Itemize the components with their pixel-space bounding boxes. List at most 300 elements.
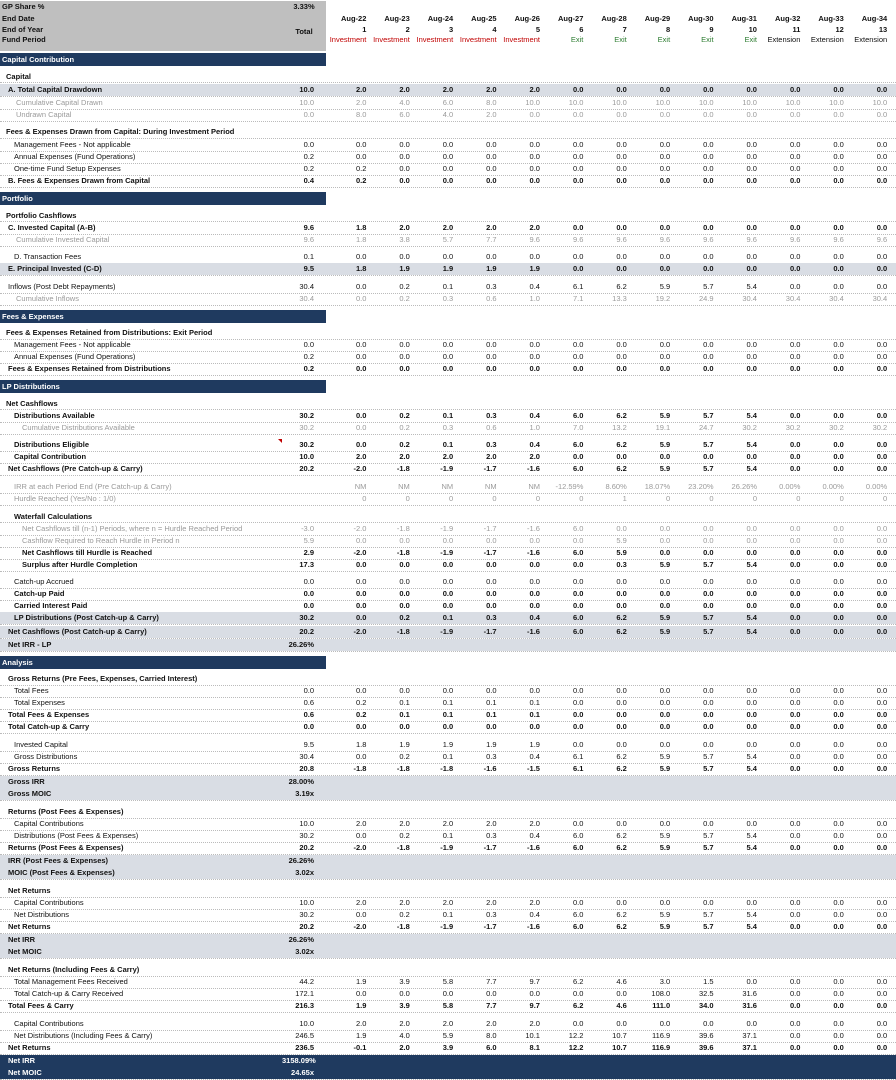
- row-total[interactable]: 0.0: [303, 722, 314, 731]
- table-row[interactable]: [0, 721, 896, 734]
- value-cell[interactable]: 0.0: [876, 910, 888, 919]
- value-cell[interactable]: 0.0: [746, 364, 757, 373]
- value-cell[interactable]: 1.9: [529, 740, 540, 749]
- value-cell[interactable]: 39.6: [698, 1043, 714, 1052]
- value-cell[interactable]: -12.59%: [555, 482, 584, 491]
- value-cell[interactable]: -1.8: [396, 922, 410, 931]
- value-cell[interactable]: 5.4: [746, 910, 757, 919]
- value-cell[interactable]: 0.0: [876, 560, 888, 569]
- value-cell[interactable]: 0.0: [833, 440, 844, 449]
- value-cell[interactable]: 0.4: [529, 910, 540, 919]
- value-cell[interactable]: 0.0: [572, 601, 584, 610]
- value-cell[interactable]: 6.0: [572, 843, 584, 852]
- value-cell[interactable]: 18.07%: [644, 482, 671, 491]
- value-cell[interactable]: 24.9: [698, 294, 714, 303]
- value-cell[interactable]: 2.0: [486, 85, 497, 94]
- value-cell[interactable]: 0.0: [876, 536, 888, 545]
- value-cell[interactable]: 0.0: [833, 110, 844, 119]
- value-cell[interactable]: 0.0: [746, 176, 757, 185]
- value-cell[interactable]: 0: [839, 494, 844, 503]
- value-cell[interactable]: 0.2: [399, 752, 410, 761]
- row-total[interactable]: 28.00%: [282, 776, 326, 788]
- value-cell[interactable]: 0.0: [746, 589, 757, 598]
- value-cell[interactable]: 0.0: [355, 252, 367, 261]
- table-row[interactable]: [0, 263, 896, 276]
- value-cell[interactable]: 0.0: [876, 764, 888, 773]
- row-total[interactable]: 172.1: [295, 989, 314, 998]
- value-cell[interactable]: 0.1: [442, 910, 454, 919]
- value-cell[interactable]: 0.0: [833, 989, 844, 998]
- value-cell[interactable]: 2.0: [442, 819, 454, 828]
- value-cell[interactable]: 0.2: [355, 698, 367, 707]
- value-cell[interactable]: 0.0: [616, 352, 627, 361]
- value-cell[interactable]: 6.0: [572, 411, 584, 420]
- row-total[interactable]: -3.0: [301, 524, 314, 533]
- value-cell[interactable]: 0.0: [789, 85, 801, 94]
- value-cell[interactable]: 5.7: [703, 831, 714, 840]
- value-cell[interactable]: 7.7: [486, 1001, 497, 1010]
- value-cell[interactable]: 9.6: [789, 235, 801, 244]
- value-cell[interactable]: 0.0: [703, 686, 714, 695]
- value-cell[interactable]: 0.0: [833, 686, 844, 695]
- value-cell[interactable]: 4.0: [399, 98, 410, 107]
- value-cell[interactable]: 0.0: [529, 176, 540, 185]
- value-cell[interactable]: 0.0: [789, 252, 801, 261]
- value-cell[interactable]: 2.0: [529, 452, 540, 461]
- value-cell[interactable]: -1.8: [396, 464, 410, 473]
- value-cell[interactable]: 0.0: [616, 85, 627, 94]
- value-cell[interactable]: 0.0: [572, 252, 584, 261]
- value-cell[interactable]: 0.2: [399, 411, 410, 420]
- value-cell[interactable]: 10.1: [525, 1031, 540, 1040]
- value-cell[interactable]: 0.0: [442, 601, 454, 610]
- value-cell[interactable]: 3.8: [399, 235, 410, 244]
- value-cell[interactable]: 10.0: [655, 98, 671, 107]
- value-cell[interactable]: 0.0: [833, 1043, 844, 1052]
- row-total[interactable]: 10.0: [299, 898, 314, 907]
- value-cell[interactable]: 0.2: [355, 176, 367, 185]
- value-cell[interactable]: 1.9: [399, 740, 410, 749]
- value-cell[interactable]: -1.5: [527, 764, 540, 773]
- value-cell[interactable]: 0.0: [833, 1019, 844, 1028]
- value-cell[interactable]: -2.0: [353, 627, 367, 636]
- value-cell[interactable]: 0.0: [616, 819, 627, 828]
- value-cell[interactable]: 4.0: [442, 110, 454, 119]
- value-cell[interactable]: 0.0: [486, 364, 497, 373]
- row-total[interactable]: 9.6: [303, 235, 314, 244]
- value-cell[interactable]: 0.0: [789, 164, 801, 173]
- value-cell[interactable]: 0.0: [399, 164, 410, 173]
- value-cell[interactable]: 0.0: [746, 223, 757, 232]
- value-cell[interactable]: 19.1: [655, 423, 671, 432]
- value-cell[interactable]: 2.0: [355, 819, 367, 828]
- value-cell[interactable]: 6.1: [572, 752, 584, 761]
- value-cell[interactable]: 0: [796, 494, 801, 503]
- value-cell[interactable]: 10.0: [698, 98, 714, 107]
- value-cell[interactable]: 0.0: [833, 282, 844, 291]
- value-cell[interactable]: 2.0: [399, 85, 410, 94]
- value-cell[interactable]: 5.4: [746, 843, 757, 852]
- value-cell[interactable]: 6.2: [616, 411, 627, 420]
- value-cell[interactable]: 0.0: [833, 613, 844, 622]
- value-cell[interactable]: 9.6: [833, 235, 844, 244]
- value-cell[interactable]: 0.0: [876, 601, 888, 610]
- value-cell[interactable]: -1.7: [483, 524, 497, 533]
- value-cell[interactable]: 0.0: [659, 722, 671, 731]
- value-cell[interactable]: 10.0: [829, 98, 844, 107]
- value-cell[interactable]: 0.0: [399, 989, 410, 998]
- row-total[interactable]: 3.19x: [282, 788, 326, 800]
- value-cell[interactable]: 7.7: [486, 977, 497, 986]
- value-cell[interactable]: 0.0: [789, 340, 801, 349]
- gp-share-value[interactable]: 3.33%: [282, 1, 326, 12]
- value-cell[interactable]: 0.0: [399, 686, 410, 695]
- value-cell[interactable]: 0.0: [703, 252, 714, 261]
- value-cell[interactable]: 0.2: [399, 831, 410, 840]
- table-row[interactable]: [0, 463, 896, 476]
- value-cell[interactable]: 2.0: [486, 898, 497, 907]
- value-cell[interactable]: 0.2: [399, 423, 410, 432]
- value-cell[interactable]: -1.7: [483, 627, 497, 636]
- value-cell[interactable]: 2.0: [355, 898, 367, 907]
- value-cell[interactable]: 0.0: [529, 164, 540, 173]
- value-cell[interactable]: 0.0: [486, 989, 497, 998]
- value-cell[interactable]: -1.7: [483, 464, 497, 473]
- value-cell[interactable]: 0.0: [703, 536, 714, 545]
- value-cell[interactable]: 5.9: [659, 843, 671, 852]
- value-cell[interactable]: -1.9: [440, 524, 454, 533]
- value-cell[interactable]: 0.0: [789, 364, 801, 373]
- value-cell[interactable]: 5.9: [659, 411, 671, 420]
- value-cell[interactable]: 0.0: [355, 989, 367, 998]
- row-total[interactable]: 0.2: [303, 352, 314, 361]
- value-cell[interactable]: 5.7: [703, 411, 714, 420]
- value-cell[interactable]: 10.0: [525, 98, 540, 107]
- value-cell[interactable]: 0.0: [833, 164, 844, 173]
- value-cell[interactable]: 2.0: [486, 819, 497, 828]
- value-cell[interactable]: 0.0: [833, 831, 844, 840]
- value-cell[interactable]: 0.0: [789, 910, 801, 919]
- value-cell[interactable]: 1.8: [355, 223, 367, 232]
- value-cell[interactable]: 0.1: [529, 698, 540, 707]
- value-cell[interactable]: 2.0: [355, 1019, 367, 1028]
- value-cell[interactable]: 5.7: [703, 922, 714, 931]
- value-cell[interactable]: 6.2: [616, 831, 627, 840]
- value-cell[interactable]: 0.0: [703, 110, 714, 119]
- value-cell[interactable]: -1.7: [483, 548, 497, 557]
- value-cell[interactable]: 5.9: [659, 752, 671, 761]
- value-cell[interactable]: 0.2: [399, 294, 410, 303]
- value-cell[interactable]: 6.2: [616, 613, 627, 622]
- value-cell[interactable]: 0.0: [789, 264, 801, 273]
- value-cell[interactable]: 0.0: [486, 176, 497, 185]
- value-cell[interactable]: 6.0: [399, 110, 410, 119]
- value-cell[interactable]: 0.0: [746, 601, 757, 610]
- row-total[interactable]: 30.2: [299, 910, 314, 919]
- table-row[interactable]: [0, 842, 896, 855]
- value-cell[interactable]: 0.0: [529, 536, 540, 545]
- value-cell[interactable]: 5.7: [703, 752, 714, 761]
- value-cell[interactable]: 0.0: [486, 152, 497, 161]
- value-cell[interactable]: 30.4: [872, 294, 888, 303]
- value-cell[interactable]: 6.0: [572, 627, 584, 636]
- value-cell[interactable]: 2.0: [442, 223, 454, 232]
- value-cell[interactable]: 0.0: [659, 152, 671, 161]
- value-cell[interactable]: 0.0: [789, 740, 801, 749]
- table-row[interactable]: [0, 363, 896, 376]
- value-cell[interactable]: 0.0: [355, 577, 367, 586]
- value-cell[interactable]: 0.0: [833, 1031, 844, 1040]
- value-cell[interactable]: 0.0: [833, 524, 844, 533]
- value-cell[interactable]: -1.8: [396, 627, 410, 636]
- value-cell[interactable]: 0.0: [789, 989, 801, 998]
- value-cell[interactable]: 0.0: [789, 577, 801, 586]
- row-total[interactable]: 0.4: [303, 176, 314, 185]
- value-cell[interactable]: 0.0: [789, 819, 801, 828]
- value-cell[interactable]: 0.0: [833, 223, 844, 232]
- value-cell[interactable]: 0.0: [789, 843, 801, 852]
- row-total[interactable]: [282, 493, 326, 505]
- value-cell[interactable]: 0.0: [703, 722, 714, 731]
- row-total[interactable]: 0.0: [303, 140, 314, 149]
- value-cell[interactable]: 0.0: [789, 560, 801, 569]
- value-cell[interactable]: 0.0: [876, 722, 888, 731]
- value-cell[interactable]: 0.0: [703, 601, 714, 610]
- value-cell[interactable]: 6.2: [616, 627, 627, 636]
- value-cell[interactable]: 2.0: [399, 1019, 410, 1028]
- value-cell[interactable]: 0.0: [442, 589, 454, 598]
- value-cell[interactable]: 0.0: [876, 411, 888, 420]
- value-cell[interactable]: 30.4: [829, 294, 844, 303]
- value-cell[interactable]: 0.0: [659, 686, 671, 695]
- value-cell[interactable]: 0.0: [833, 819, 844, 828]
- value-cell[interactable]: 0.0: [486, 164, 497, 173]
- value-cell[interactable]: 0: [492, 494, 497, 503]
- value-cell[interactable]: 2.0: [442, 452, 454, 461]
- value-cell[interactable]: 0.0: [789, 282, 801, 291]
- value-cell[interactable]: 0.0: [746, 577, 757, 586]
- table-row[interactable]: [0, 1067, 896, 1080]
- row-total[interactable]: 0.2: [303, 164, 314, 173]
- value-cell[interactable]: 0.0: [572, 560, 584, 569]
- value-cell[interactable]: 0.0: [529, 601, 540, 610]
- value-cell[interactable]: 5.4: [746, 440, 757, 449]
- value-cell[interactable]: 0.0: [616, 698, 627, 707]
- value-cell[interactable]: 0.0: [876, 452, 888, 461]
- value-cell[interactable]: 0.0: [703, 548, 714, 557]
- value-cell[interactable]: 0.0: [399, 722, 410, 731]
- table-row[interactable]: [0, 175, 896, 188]
- table-row[interactable]: [0, 1042, 896, 1055]
- value-cell[interactable]: 0.0: [876, 524, 888, 533]
- value-cell[interactable]: 0.0: [486, 589, 497, 598]
- value-cell[interactable]: 0.0: [572, 176, 584, 185]
- value-cell[interactable]: -1.9: [440, 464, 454, 473]
- value-cell[interactable]: 0.0: [876, 223, 888, 232]
- value-cell[interactable]: 0.0: [789, 1001, 801, 1010]
- value-cell[interactable]: 0.0: [442, 536, 454, 545]
- value-cell[interactable]: 5.9: [616, 548, 627, 557]
- value-cell[interactable]: 0.0: [616, 364, 627, 373]
- value-cell[interactable]: 0.0: [876, 989, 888, 998]
- row-total[interactable]: 0.0: [303, 686, 314, 695]
- value-cell[interactable]: 0.0: [789, 831, 801, 840]
- value-cell[interactable]: 0.0: [399, 560, 410, 569]
- value-cell[interactable]: 0.0: [616, 898, 627, 907]
- value-cell[interactable]: 0.0: [616, 601, 627, 610]
- value-cell[interactable]: 0.0: [833, 752, 844, 761]
- value-cell[interactable]: 0.0: [659, 264, 671, 273]
- value-cell[interactable]: 0.0: [876, 613, 888, 622]
- value-cell[interactable]: 0.0: [442, 340, 454, 349]
- value-cell[interactable]: 0.0: [659, 164, 671, 173]
- value-cell[interactable]: -1.6: [527, 922, 540, 931]
- value-cell[interactable]: 0.0: [746, 898, 757, 907]
- value-cell[interactable]: -1.6: [527, 843, 540, 852]
- value-cell[interactable]: 0.0: [876, 1043, 888, 1052]
- value-cell[interactable]: 0.0: [659, 710, 671, 719]
- value-cell[interactable]: 0.0: [399, 536, 410, 545]
- value-cell[interactable]: 5.4: [746, 627, 757, 636]
- value-cell[interactable]: 6.2: [572, 1001, 584, 1010]
- value-cell[interactable]: 0.3: [486, 910, 497, 919]
- value-cell[interactable]: 0.2: [399, 440, 410, 449]
- value-cell[interactable]: 0.0: [399, 577, 410, 586]
- value-cell[interactable]: 0.0: [703, 577, 714, 586]
- value-cell[interactable]: 0.0: [746, 85, 757, 94]
- value-cell[interactable]: 0.0: [442, 364, 454, 373]
- value-cell[interactable]: 8.0: [355, 110, 367, 119]
- row-total[interactable]: 44.2: [299, 977, 314, 986]
- value-cell[interactable]: 0.0: [789, 524, 801, 533]
- value-cell[interactable]: 0.0: [442, 176, 454, 185]
- value-cell[interactable]: 0.1: [442, 698, 454, 707]
- value-cell[interactable]: 0.0: [833, 710, 844, 719]
- value-cell[interactable]: -1.8: [440, 764, 454, 773]
- value-cell[interactable]: 0.0: [833, 1001, 844, 1010]
- value-cell[interactable]: 0.0: [355, 140, 367, 149]
- value-cell[interactable]: 0.0: [746, 524, 757, 533]
- value-cell[interactable]: 0.0: [746, 1019, 757, 1028]
- value-cell[interactable]: 0.0: [355, 601, 367, 610]
- value-cell[interactable]: 0.0: [789, 536, 801, 545]
- value-cell[interactable]: 2.0: [355, 85, 367, 94]
- value-cell[interactable]: 0.0: [616, 152, 627, 161]
- value-cell[interactable]: 5.4: [746, 922, 757, 931]
- value-cell[interactable]: 0.0: [486, 686, 497, 695]
- value-cell[interactable]: 0.6: [486, 294, 497, 303]
- value-cell[interactable]: 0.0: [746, 698, 757, 707]
- value-cell[interactable]: 0.0: [355, 560, 367, 569]
- value-cell[interactable]: 0.0: [572, 364, 584, 373]
- value-cell[interactable]: 0.0: [703, 698, 714, 707]
- value-cell[interactable]: 0.0: [659, 698, 671, 707]
- value-cell[interactable]: 5.4: [746, 613, 757, 622]
- value-cell[interactable]: 0.0: [355, 352, 367, 361]
- value-cell[interactable]: 0.0: [355, 294, 367, 303]
- row-total[interactable]: 20.2: [299, 922, 314, 931]
- value-cell[interactable]: 0.0: [659, 340, 671, 349]
- value-cell[interactable]: -1.6: [527, 548, 540, 557]
- value-cell[interactable]: 5.7: [703, 910, 714, 919]
- value-cell[interactable]: -1.6: [527, 524, 540, 533]
- value-cell[interactable]: 5.9: [659, 464, 671, 473]
- value-cell[interactable]: 0.0: [789, 698, 801, 707]
- value-cell[interactable]: 0.0: [789, 352, 801, 361]
- value-cell[interactable]: 0.0: [572, 264, 584, 273]
- value-cell[interactable]: 0.0: [659, 740, 671, 749]
- value-cell[interactable]: 0.0: [355, 910, 367, 919]
- value-cell[interactable]: 0.0: [833, 364, 844, 373]
- table-row[interactable]: [0, 234, 896, 247]
- row-total[interactable]: [282, 481, 326, 493]
- value-cell[interactable]: 0.0: [789, 1019, 801, 1028]
- value-cell[interactable]: 0.0: [833, 601, 844, 610]
- value-cell[interactable]: 2.0: [486, 1019, 497, 1028]
- value-cell[interactable]: 5.9: [616, 536, 627, 545]
- value-cell[interactable]: -1.6: [527, 627, 540, 636]
- value-cell[interactable]: 0.0: [703, 176, 714, 185]
- value-cell[interactable]: 0: [579, 494, 584, 503]
- value-cell[interactable]: 0.1: [486, 710, 497, 719]
- value-cell[interactable]: 9.7: [529, 1001, 540, 1010]
- value-cell[interactable]: 0.0: [616, 252, 627, 261]
- table-row[interactable]: [0, 639, 896, 652]
- value-cell[interactable]: 0.0: [659, 223, 671, 232]
- value-cell[interactable]: -1.6: [483, 764, 497, 773]
- value-cell[interactable]: 0.0: [789, 589, 801, 598]
- row-total[interactable]: 0.6: [303, 710, 314, 719]
- value-cell[interactable]: 0.0: [486, 536, 497, 545]
- value-cell[interactable]: 0.0: [833, 464, 844, 473]
- value-cell[interactable]: 0.0: [529, 252, 540, 261]
- value-cell[interactable]: 0.0: [529, 589, 540, 598]
- row-total[interactable]: 30.4: [299, 282, 314, 291]
- value-cell[interactable]: 9.6: [876, 235, 888, 244]
- value-cell[interactable]: 31.6: [742, 1001, 757, 1010]
- value-cell[interactable]: 0.0: [876, 176, 888, 185]
- value-cell[interactable]: 7.7: [486, 235, 497, 244]
- value-cell[interactable]: 0.0: [833, 411, 844, 420]
- value-cell[interactable]: 2.0: [529, 898, 540, 907]
- value-cell[interactable]: 0.0: [876, 164, 888, 173]
- value-cell[interactable]: 0.0: [529, 989, 540, 998]
- value-cell[interactable]: 0.0: [616, 1019, 627, 1028]
- value-cell[interactable]: 13.2: [612, 423, 627, 432]
- value-cell[interactable]: 0.0: [486, 252, 497, 261]
- value-cell[interactable]: -0.1: [353, 1043, 367, 1052]
- value-cell[interactable]: 0.0: [659, 176, 671, 185]
- value-cell[interactable]: 0.0: [442, 989, 454, 998]
- value-cell[interactable]: 9.6: [659, 235, 671, 244]
- value-cell[interactable]: 0.0: [789, 898, 801, 907]
- value-cell[interactable]: 0.0: [789, 548, 801, 557]
- row-total[interactable]: 3.02x: [282, 946, 326, 958]
- value-cell[interactable]: 0.0: [529, 577, 540, 586]
- value-cell[interactable]: 116.9: [651, 1043, 671, 1052]
- row-total[interactable]: 10.0: [299, 819, 314, 828]
- value-cell[interactable]: 6.0: [572, 910, 584, 919]
- value-cell[interactable]: 0.0: [659, 536, 671, 545]
- value-cell[interactable]: 0.0: [833, 140, 844, 149]
- value-cell[interactable]: 6.0: [572, 440, 584, 449]
- row-total[interactable]: 5.9: [303, 536, 314, 545]
- value-cell[interactable]: 10.7: [612, 1043, 627, 1052]
- value-cell[interactable]: 0.0: [486, 722, 497, 731]
- value-cell[interactable]: -1.8: [396, 843, 410, 852]
- value-cell[interactable]: 3.9: [399, 1001, 410, 1010]
- value-cell[interactable]: 2.0: [486, 110, 497, 119]
